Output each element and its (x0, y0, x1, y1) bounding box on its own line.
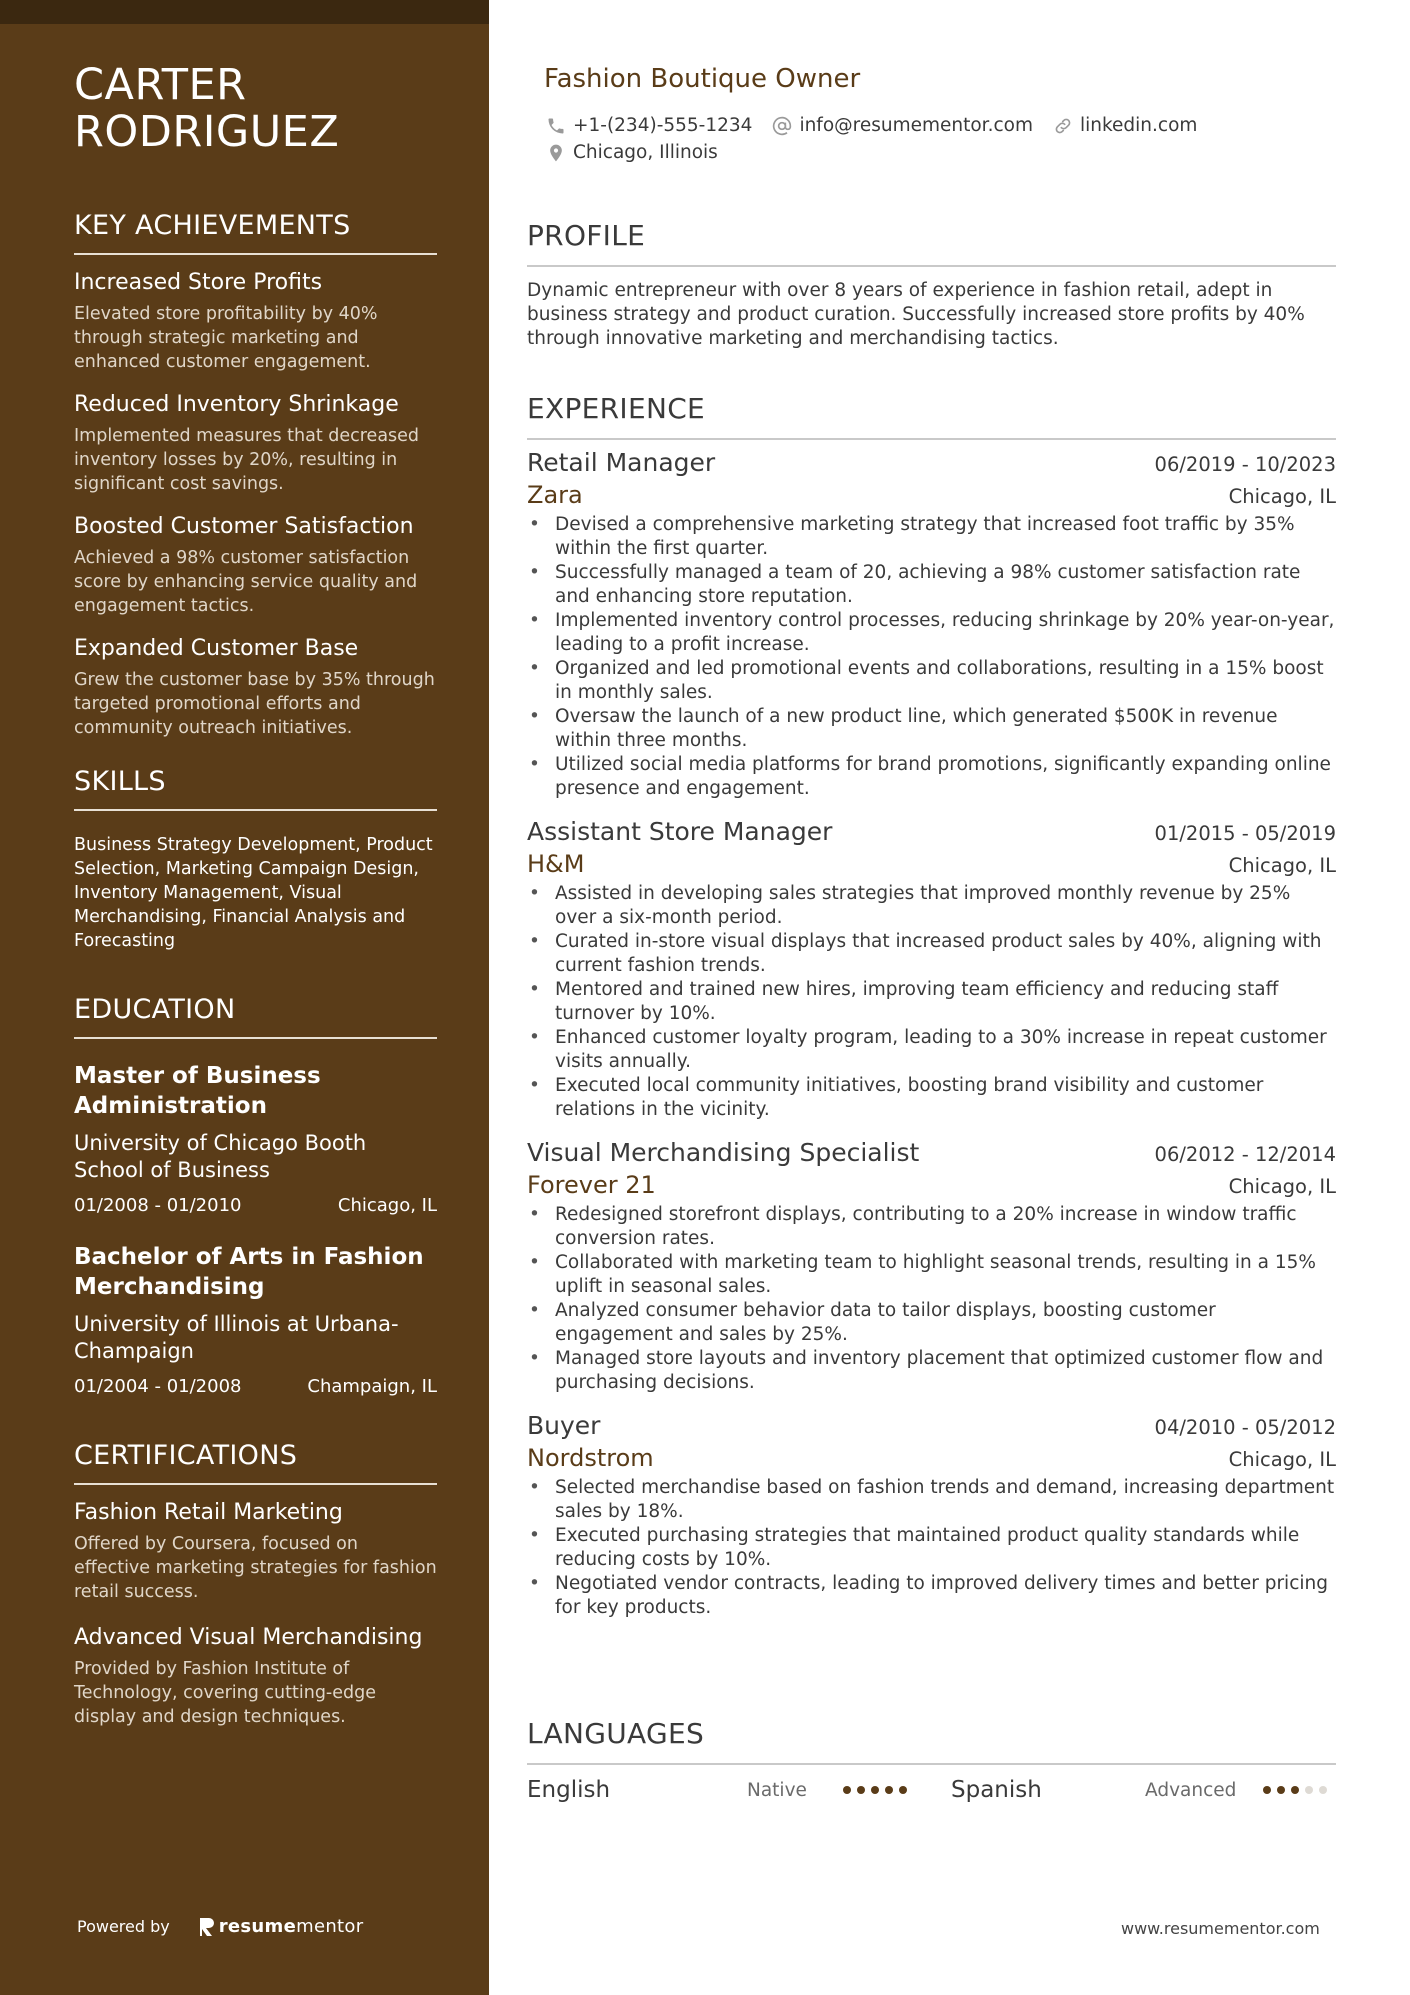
name-last: RODRIGUEZ (74, 107, 340, 157)
job-bullet: • Analyzed consumer behavior data to tailor displays, boosting customer engagement and sales by 25%. (527, 1299, 1336, 1347)
sidebar (0, 0, 489, 1995)
education-location: Champaign, IL (307, 1376, 437, 1397)
achievement-title: Boosted Customer Satisfaction (74, 514, 414, 539)
experience-heading: EXPERIENCE (527, 392, 1336, 440)
experience-item (527, 1136, 1336, 1395)
job-bullet: • Assisted in developing sales strategies that improved monthly revenue by 25% over a six-month period. (527, 882, 1336, 930)
language-rating (1257, 1786, 1327, 1794)
job-bullet: • Executed purchasing strategies that maintained product quality standards while reducing costs by 10%. (527, 1524, 1336, 1572)
job-dates: 04/2010 - 05/2012 (1154, 1416, 1336, 1439)
languages-section (527, 1717, 1336, 1803)
achievement-desc: Elevated store profitability by 40% through strategic marketing and enhanced customer engagement. (74, 304, 378, 372)
achievements-heading: KEY ACHIEVEMENTS (74, 209, 437, 255)
footer-url[interactable]: www.resumementor.com (1121, 1919, 1320, 1938)
education-meta (74, 1194, 437, 1218)
education-school: University of Chicago Booth School of Business (74, 1131, 367, 1182)
languages-heading: LANGUAGES (527, 1717, 1336, 1765)
rating-dot (1319, 1786, 1327, 1794)
achievement-item (74, 513, 437, 618)
job-location: Chicago, IL (1228, 1175, 1336, 1198)
language-level: Native (747, 1779, 807, 1801)
powered-by-label: Powered by (77, 1917, 170, 1936)
job-bullets (527, 882, 1336, 1122)
job-bullet: • Mentored and trained new hires, improving team efficiency and reducing staff turnover by 10%. (527, 978, 1336, 1026)
language-name: English (527, 1777, 611, 1803)
job-company: Zara (527, 481, 583, 509)
brand-bold: resume (218, 1916, 297, 1937)
education-item (74, 1061, 437, 1218)
rating-dot (857, 1786, 865, 1794)
sidebar-top-bar (0, 0, 489, 24)
job-bullet: • Implemented inventory control processes, reducing shrinkage by 20% year-on-year, leading to a profit increase. (527, 609, 1336, 657)
job-bullets (527, 513, 1336, 801)
education-dates: 01/2008 - 01/2010 (74, 1195, 242, 1216)
powered-by (77, 1916, 363, 1937)
education-location: Chicago, IL (337, 1195, 437, 1216)
job-dates: 06/2019 - 10/2023 (1154, 453, 1336, 476)
education-section (74, 993, 437, 1399)
job-bullet: • Executed local community initiatives, boosting brand visibility and customer relations in the vicinity. (527, 1074, 1336, 1122)
job-bullet: • Oversaw the launch of a new product line, which generated $500K in revenue within three months. (527, 705, 1336, 753)
certification-item (74, 1499, 437, 1604)
education-meta (74, 1375, 437, 1399)
education-degree: Master of Business Administration (74, 1063, 321, 1119)
at-icon (772, 116, 792, 136)
job-bullet: • Successfully managed a team of 20, achieving a 98% customer satisfaction rate and enhancing store reputation. (527, 561, 1336, 609)
brand-mark-icon (198, 1917, 215, 1937)
job-role: Assistant Store Manager (527, 817, 833, 846)
experience-item (527, 446, 1336, 801)
job-dates: 01/2015 - 05/2019 (1154, 822, 1336, 845)
certification-title: Fashion Retail Marketing (74, 1500, 343, 1525)
job-location: Chicago, IL (1228, 854, 1336, 877)
achievement-title: Increased Store Profits (74, 270, 323, 295)
job-bullet: • Managed store layouts and inventory placement that optimized customer flow and purchasing decisions. (527, 1347, 1336, 1395)
language-name: Spanish (951, 1777, 1042, 1803)
job-bullet: • Selected merchandise based on fashion trends and demand, increasing department sales by 18%. (527, 1476, 1336, 1524)
achievement-item (74, 391, 437, 496)
achievement-desc: Grew the customer base by 35% through targeted promotional efforts and community outreach initiatives. (74, 670, 435, 738)
experience-item (527, 1409, 1336, 1620)
job-company: Nordstrom (527, 1444, 654, 1472)
job-location: Chicago, IL (1228, 1448, 1336, 1471)
certification-desc: Offered by Coursera, focused on effective marketing strategies for fashion retail success. (74, 1534, 437, 1602)
rating-dot (1263, 1786, 1271, 1794)
job-location: Chicago, IL (1228, 485, 1336, 508)
achievement-title: Reduced Inventory Shrinkage (74, 392, 399, 417)
phone-icon (546, 116, 566, 136)
education-dates: 01/2004 - 01/2008 (74, 1376, 242, 1397)
experience-item (527, 815, 1336, 1122)
job-bullet: • Organized and led promotional events and collaborations, resulting in a 15% boost in monthly sales. (527, 657, 1336, 705)
job-dates: 06/2012 - 12/2014 (1154, 1143, 1336, 1166)
achievement-title: Expanded Customer Base (74, 636, 359, 661)
achievement-desc: Achieved a 98% customer satisfaction score by enhancing service quality and engagement tactics. (74, 548, 418, 616)
education-heading: EDUCATION (74, 993, 437, 1039)
certification-item (74, 1624, 437, 1729)
profile-text: Dynamic entrepreneur with over 8 years of experience in fashion retail, adept in business strategy and product curation. Successfully increased store profits by 40% through innovative marketing and merchandising tactics. (527, 280, 1305, 349)
language-level: Advanced (1145, 1779, 1237, 1801)
skills-list: Business Strategy Development, Product Selection, Marketing Campaign Design, Inventory Management, Visual Merchandising, Financial Analysis and Forecasting (74, 835, 433, 951)
rating-dot (871, 1786, 879, 1794)
contact-linkedin[interactable] (1053, 115, 1197, 136)
job-bullet: • Enhanced customer loyalty program, leading to a 30% increase in repeat customer visits annually. (527, 1026, 1336, 1074)
language-rating (837, 1786, 951, 1794)
rating-dot (1305, 1786, 1313, 1794)
rating-dot (899, 1786, 907, 1794)
certification-desc: Provided by Fashion Institute of Technology, covering cutting-edge display and design techniques. (74, 1659, 376, 1727)
candidate-name (74, 62, 437, 156)
contact-info (546, 112, 1246, 166)
job-company: Forever 21 (527, 1171, 656, 1199)
job-bullet: • Redesigned storefront displays, contributing to a 20% increase in window traffic conversion rates. (527, 1203, 1336, 1251)
contact-phone[interactable] (546, 115, 752, 136)
certification-title: Advanced Visual Merchandising (74, 1625, 423, 1650)
job-company: H&M (527, 850, 585, 878)
pin-icon (546, 143, 566, 163)
job-bullet: • Utilized social media platforms for brand promotions, significantly expanding online presence and engagement. (527, 753, 1336, 801)
languages-row (527, 1777, 1336, 1803)
achievement-item (74, 635, 437, 740)
rating-dot (1291, 1786, 1299, 1794)
job-bullet: • Devised a comprehensive marketing strategy that increased foot traffic by 35% within the first quarter. (527, 513, 1336, 561)
achievements-section (74, 209, 437, 740)
job-bullets (527, 1476, 1336, 1620)
brand-logo[interactable] (198, 1916, 364, 1937)
certifications-section (74, 1439, 437, 1729)
skills-section (74, 765, 437, 953)
job-bullets (527, 1203, 1336, 1395)
education-degree: Bachelor of Arts in Fashion Merchandising (74, 1244, 424, 1300)
certifications-heading: CERTIFICATIONS (74, 1439, 437, 1485)
achievement-desc: Implemented measures that decreased inventory losses by 20%, resulting in significant cost savings. (74, 426, 420, 494)
achievement-item (74, 269, 437, 374)
link-icon (1053, 116, 1073, 136)
email-text: info@resumementor.com (799, 115, 1033, 136)
job-role: Visual Merchandising Specialist (527, 1138, 920, 1167)
rating-dot (1277, 1786, 1285, 1794)
skills-heading: SKILLS (74, 765, 437, 811)
name-first: CARTER (74, 60, 247, 110)
job-bullet: • Collaborated with marketing team to highlight seasonal trends, resulting in a 15% uplift in seasonal sales. (527, 1251, 1336, 1299)
linkedin-text: linkedin.com (1079, 115, 1198, 136)
location-text: Chicago, Illinois (573, 142, 718, 163)
contact-email[interactable] (772, 115, 1033, 136)
phone-text: +1-(234)-555-1234 (573, 115, 753, 136)
education-school: University of Illinois at Urbana-Champaign (74, 1312, 399, 1363)
brand-rest: mentor (296, 1916, 364, 1937)
job-role: Buyer (527, 1411, 601, 1440)
job-bullet: • Negotiated vendor contracts, leading to improved delivery times and better pricing for key products. (527, 1572, 1336, 1620)
rating-dot (885, 1786, 893, 1794)
rating-dot (843, 1786, 851, 1794)
job-title: Fashion Boutique Owner (544, 64, 861, 94)
contact-location (546, 142, 718, 163)
education-item (74, 1242, 437, 1399)
profile-heading: PROFILE (527, 219, 1336, 267)
experience-section (527, 392, 1336, 1620)
job-role: Retail Manager (527, 448, 716, 477)
profile-section (527, 219, 1336, 351)
job-bullet: • Curated in-store visual displays that increased product sales by 40%, aligning with current fashion trends. (527, 930, 1336, 978)
